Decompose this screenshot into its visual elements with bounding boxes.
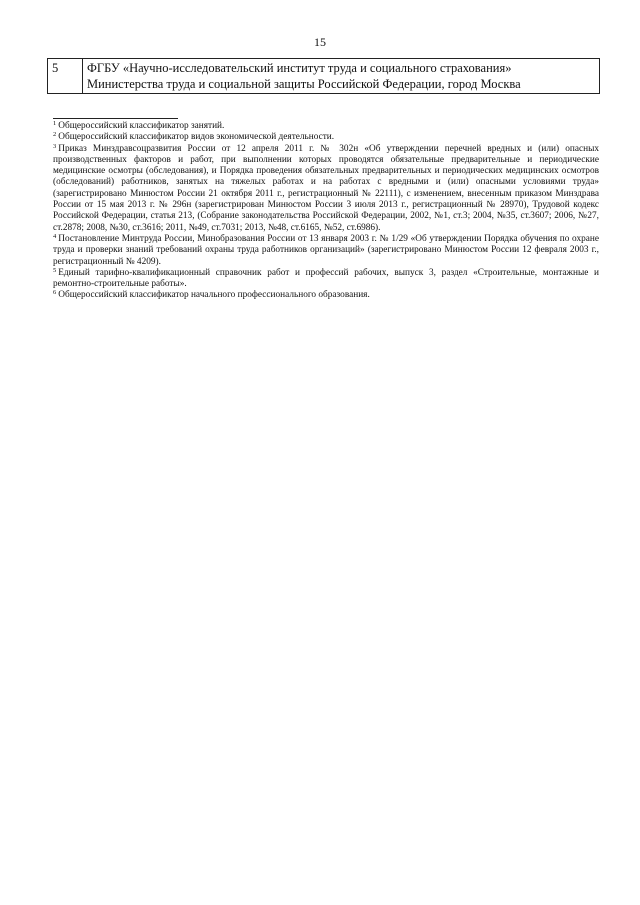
footnote-mark: 2	[53, 131, 57, 139]
footnote-3	[53, 144, 599, 234]
page-number: 15	[314, 35, 326, 49]
table-row	[48, 59, 600, 94]
footnote-text: Общероссийский классификатор начального профессионального образования.	[58, 290, 370, 301]
footnote-mark: 5	[53, 266, 57, 274]
footnote-separator	[53, 118, 178, 119]
footnote-4	[53, 234, 599, 268]
organization-name-line-1: ФГБУ «Научно-исследовательский институт труда и социального страхования»	[87, 61, 512, 75]
footnote-5	[53, 268, 599, 291]
footnote-6	[53, 290, 599, 301]
footnote-text: Приказ Минздравсоцразвития России от 12 апреля 2011 г. № 302н «Об утверждении перечней вредных и (или) опасных производственных факторов и работ, при выполнении которых проводятся обязательные предварительные и периодические медицинские осмотры (обследования), и Порядка проведения обязательных предварительных и периодических медицинских осмотров (обследований) работников, занятых на тяжелых работах и на работах с вредными и (или) опасными условиями труда» (зарегистрировано Минюстом России 21 октября 2011 г., регистрационный № 22111), с изменением, внесенным приказом Минздрава России от 15 мая 2013 г. № 296н (зарегистрирован Минюстом России 3 июля 2013 г., регистрационный № 28970), Трудовой кодекс Российской Федерации, статья 213, (Собрание законодательства Российской Федерации, 2002, №1, ст.3; 2004, №35, ст.3607; 2006, №27, ст.2878; 2008, №30, ст.3616; 2011, №49, ст.7031; 2013, №48, ст.6165, №52, ст.6986).	[53, 143, 599, 233]
footnote-mark: 4	[53, 232, 57, 240]
footnotes-section	[53, 121, 599, 302]
organization-cell	[83, 59, 600, 94]
footnote-mark: 3	[53, 142, 57, 150]
organization-table	[47, 58, 600, 94]
footnote-text: Постановление Минтруда России, Минобразования России от 13 января 2003 г. № 1/29 «Об утверждении Порядка обучения по охране труда и проверки знаний требований охраны труда работников организаций» (зарегистрировано Минюстом России 12 февраля 2003 г., регистрационный № 4209).	[53, 233, 599, 267]
footnote-text: Общероссийский классификатор видов экономической деятельности.	[58, 132, 335, 143]
footnote-text: Общероссийский классификатор занятий.	[58, 121, 225, 131]
footnote-text: Единый тарифно-квалификационный справочник работ и профессий рабочих, выпуск 3, раздел «Строительные, монтажные и ремонтно-строительные работы».	[53, 267, 599, 290]
organization-name-line-2: Министерства труда и социальной защиты Российской Федерации, город Москва	[87, 77, 521, 91]
footnote-2	[53, 132, 599, 143]
footnote-1	[53, 121, 599, 132]
row-number: 5	[48, 59, 83, 94]
footnote-mark: 6	[53, 289, 57, 297]
footnote-mark: 1	[53, 120, 57, 127]
